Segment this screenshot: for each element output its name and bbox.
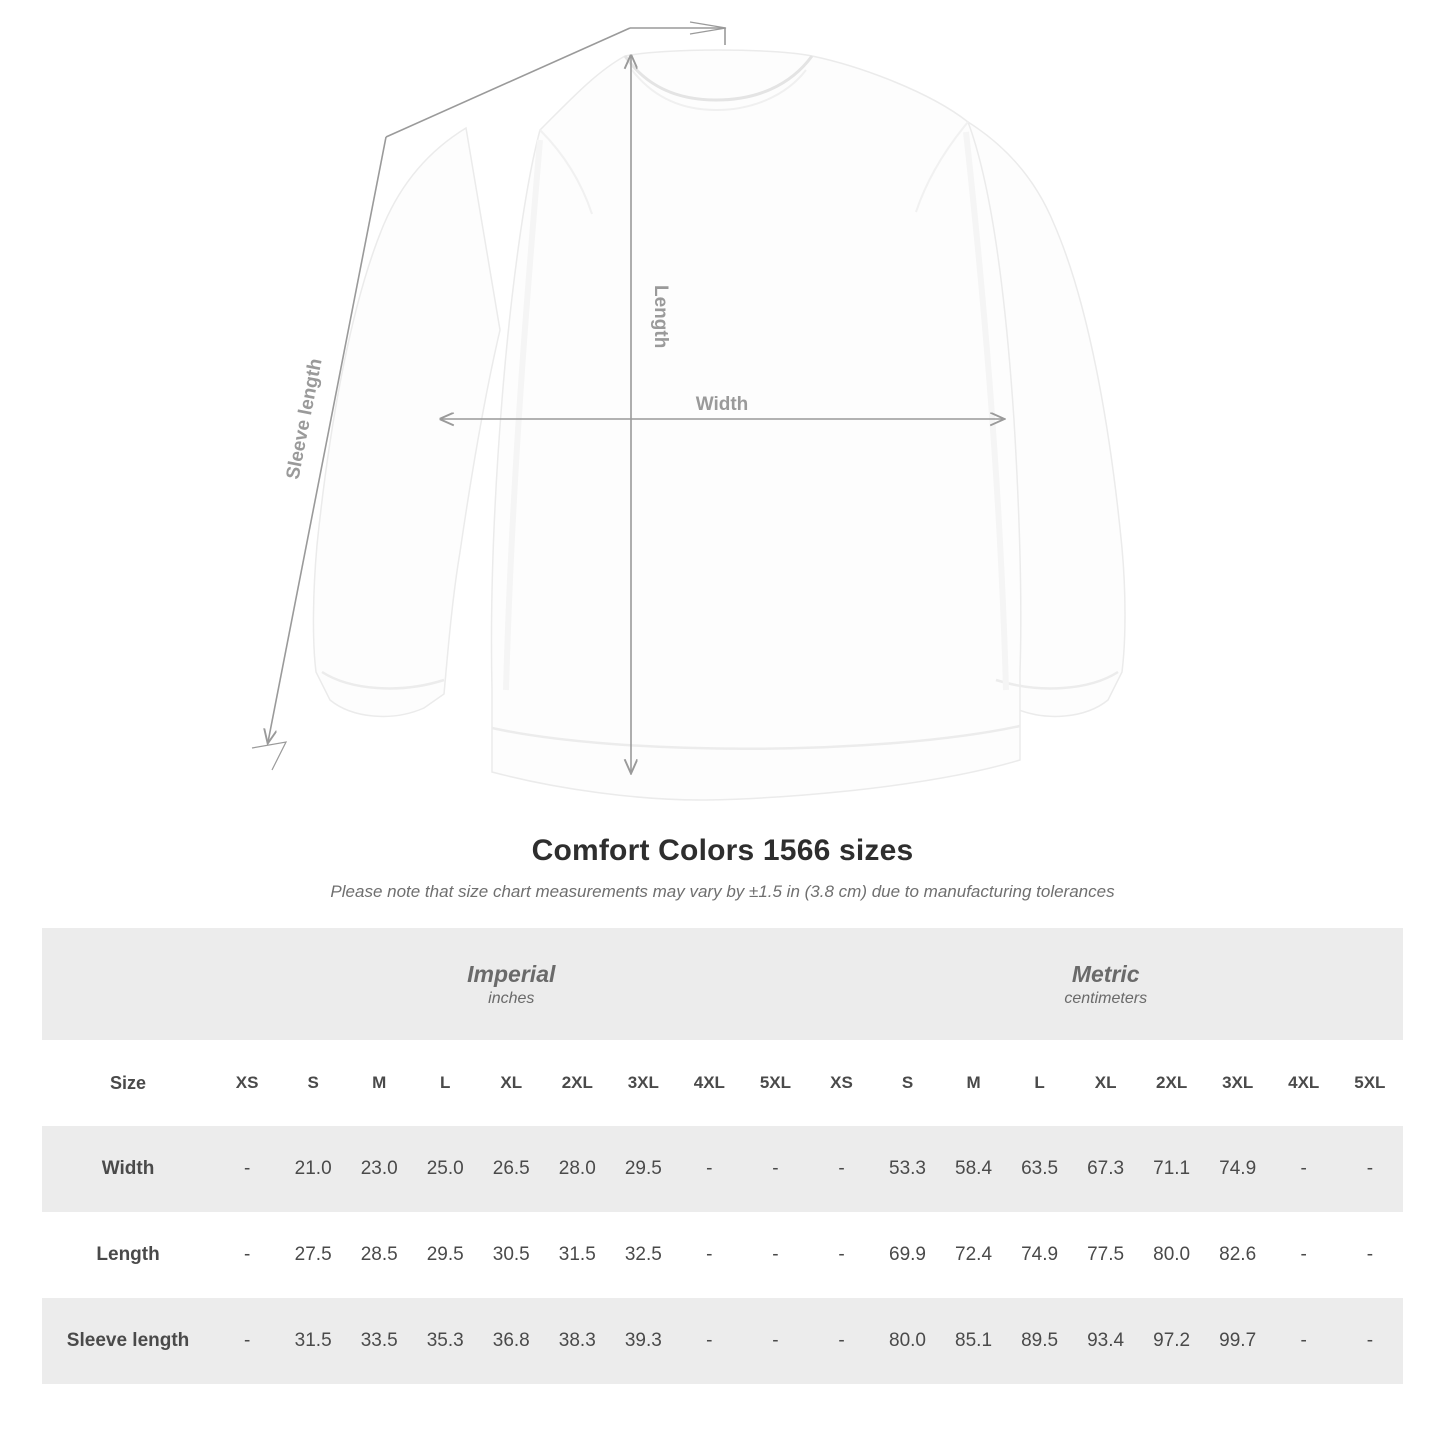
sweatshirt-graphic <box>313 50 1125 800</box>
cell-length-met-5xl: - <box>1337 1212 1403 1298</box>
cell-length-imp-l: 29.5 <box>412 1212 478 1298</box>
cell-length-met-s: 69.9 <box>875 1212 941 1298</box>
cell-width-imp-2xl: 28.0 <box>544 1126 610 1212</box>
cell-width-met-l: 63.5 <box>1007 1126 1073 1212</box>
tolerance-note: Please note that size chart measurements may vary by ±1.5 in (3.8 cm) due to manufacturing tolerances <box>330 882 1115 901</box>
cell-width-met-xs: - <box>808 1126 874 1212</box>
cell-sleeve-met-5xl: - <box>1337 1298 1403 1384</box>
cell-length-imp-4xl: - <box>676 1212 742 1298</box>
unit-header-row <box>42 928 1403 1040</box>
col-header-m-met: M <box>941 1040 1007 1126</box>
page-title: Comfort Colors 1566 sizes <box>531 834 914 867</box>
col-header-s-met: S <box>875 1040 941 1126</box>
row-label-sleeve-length: Sleeve length <box>42 1298 214 1384</box>
cell-length-met-3xl: 82.6 <box>1205 1212 1271 1298</box>
cell-sleeve-imp-l: 35.3 <box>412 1298 478 1384</box>
cell-width-imp-3xl: 29.5 <box>610 1126 676 1212</box>
cell-sleeve-imp-2xl: 38.3 <box>544 1298 610 1384</box>
cell-length-met-l: 74.9 <box>1007 1212 1073 1298</box>
cell-sleeve-met-3xl: 99.7 <box>1205 1298 1271 1384</box>
cell-length-imp-xs: - <box>214 1212 280 1298</box>
cell-sleeve-imp-3xl: 39.3 <box>610 1298 676 1384</box>
sleeve-length-label: Sleeve length <box>282 356 327 482</box>
col-header-xs-imp: XS <box>214 1040 280 1126</box>
size-table-wrap <box>0 928 1445 1384</box>
cell-sleeve-met-xl: 93.4 <box>1073 1298 1139 1384</box>
col-header-2xl-imp: 2XL <box>544 1040 610 1126</box>
col-header-2xl-met: 2XL <box>1139 1040 1205 1126</box>
cell-length-met-4xl: - <box>1271 1212 1337 1298</box>
cell-width-imp-s: 21.0 <box>280 1126 346 1212</box>
cell-sleeve-imp-5xl: - <box>742 1298 808 1384</box>
cell-width-imp-xl: 26.5 <box>478 1126 544 1212</box>
col-header-4xl-imp: 4XL <box>676 1040 742 1126</box>
col-header-l-met: L <box>1007 1040 1073 1126</box>
cell-width-met-4xl: - <box>1271 1126 1337 1212</box>
cell-width-met-5xl: - <box>1337 1126 1403 1212</box>
cell-width-imp-xs: - <box>214 1126 280 1212</box>
col-header-m-imp: M <box>346 1040 412 1126</box>
cell-width-imp-m: 23.0 <box>346 1126 412 1212</box>
size-header-row <box>42 1040 1403 1126</box>
cell-width-met-2xl: 71.1 <box>1139 1126 1205 1212</box>
cell-sleeve-met-l: 89.5 <box>1007 1298 1073 1384</box>
cell-sleeve-imp-xl: 36.8 <box>478 1298 544 1384</box>
col-header-l-imp: L <box>412 1040 478 1126</box>
col-header-5xl-met: 5XL <box>1337 1040 1403 1126</box>
table-row <box>42 1212 1403 1298</box>
cell-length-imp-s: 27.5 <box>280 1212 346 1298</box>
cell-width-met-3xl: 74.9 <box>1205 1126 1271 1212</box>
cell-width-imp-l: 25.0 <box>412 1126 478 1212</box>
cell-length-met-m: 72.4 <box>941 1212 1007 1298</box>
size-header-label: Size <box>42 1040 214 1126</box>
col-header-3xl-met: 3XL <box>1205 1040 1271 1126</box>
cell-sleeve-met-s: 80.0 <box>875 1298 941 1384</box>
cell-length-imp-3xl: 32.5 <box>610 1212 676 1298</box>
size-chart-table <box>42 928 1403 1384</box>
row-label-width: Width <box>42 1126 214 1212</box>
col-header-xl-imp: XL <box>478 1040 544 1126</box>
cell-length-met-2xl: 80.0 <box>1139 1212 1205 1298</box>
col-header-xs-met: XS <box>808 1040 874 1126</box>
cell-sleeve-imp-m: 33.5 <box>346 1298 412 1384</box>
cell-width-imp-5xl: - <box>742 1126 808 1212</box>
cell-sleeve-imp-s: 31.5 <box>280 1298 346 1384</box>
unit-metric-sub: centimeters <box>1064 990 1148 1008</box>
cell-length-imp-m: 28.5 <box>346 1212 412 1298</box>
cell-sleeve-imp-4xl: - <box>676 1298 742 1384</box>
cell-length-imp-5xl: - <box>742 1212 808 1298</box>
cell-width-met-s: 53.3 <box>875 1126 941 1212</box>
cell-sleeve-met-m: 85.1 <box>941 1298 1007 1384</box>
cell-width-met-m: 58.4 <box>941 1126 1007 1212</box>
table-row <box>42 1126 1403 1212</box>
col-header-5xl-imp: 5XL <box>742 1040 808 1126</box>
cell-width-met-xl: 67.3 <box>1073 1126 1139 1212</box>
col-header-4xl-met: 4XL <box>1271 1040 1337 1126</box>
length-label: Length <box>650 285 671 349</box>
cell-sleeve-met-xs: - <box>808 1298 874 1384</box>
cell-sleeve-met-2xl: 97.2 <box>1139 1298 1205 1384</box>
unit-spacer <box>42 928 214 1040</box>
col-header-s-imp: S <box>280 1040 346 1126</box>
cell-length-met-xs: - <box>808 1212 874 1298</box>
unit-imperial-sub: inches <box>488 990 535 1008</box>
cell-width-imp-4xl: - <box>676 1126 742 1212</box>
col-header-3xl-imp: 3XL <box>610 1040 676 1126</box>
col-header-xl-met: XL <box>1073 1040 1139 1126</box>
cell-length-imp-xl: 30.5 <box>478 1212 544 1298</box>
unit-metric-name: Metric <box>1071 960 1140 987</box>
unit-imperial-name: Imperial <box>467 960 556 987</box>
cell-length-met-xl: 77.5 <box>1073 1212 1139 1298</box>
row-label-length: Length <box>42 1212 214 1298</box>
width-label: Width <box>695 394 749 415</box>
table-row <box>42 1298 1403 1384</box>
cell-sleeve-met-4xl: - <box>1271 1298 1337 1384</box>
title-block <box>0 830 1445 902</box>
unit-imperial <box>214 928 808 1040</box>
unit-metric <box>808 928 1403 1040</box>
cell-length-imp-2xl: 31.5 <box>544 1212 610 1298</box>
cell-sleeve-imp-xs: - <box>214 1298 280 1384</box>
